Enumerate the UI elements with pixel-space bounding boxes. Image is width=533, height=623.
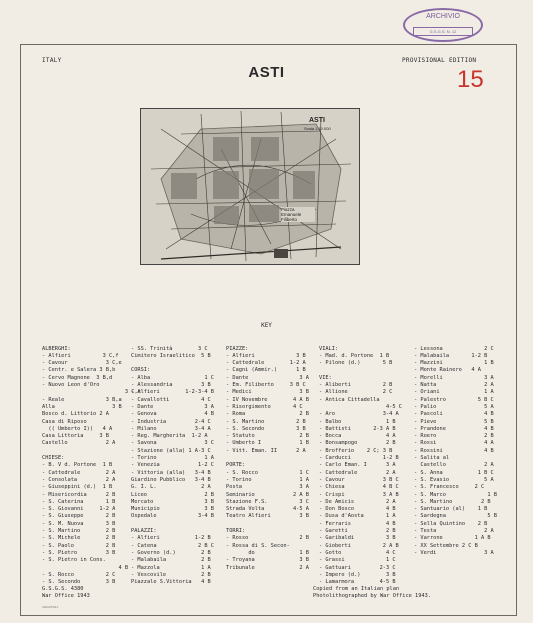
key-entry: VIALI: <box>319 345 339 352</box>
key-entry: - Torino 1 A <box>226 476 309 483</box>
key-entry: - Nuovo Leon d'Oro <box>42 382 100 389</box>
key-entry: Bosco d. Littorio 2 A <box>42 411 109 418</box>
key-entry: (( Umberto I)) 4 A <box>42 425 113 432</box>
key-entry: - S. Pietro in Cons. <box>42 557 106 564</box>
stamp-subtext: G.S.G.S. N. 12 <box>413 27 473 36</box>
key-entry: - S. Caterina 1 B <box>42 498 116 505</box>
key-entry: - Verdi 3 A <box>414 549 494 556</box>
key-entry: do 1 B <box>226 549 309 556</box>
key-entry: - Risorgimento 4 C <box>226 403 303 410</box>
key-entry: - Rosso 2 B <box>226 535 309 542</box>
key-entry: - Dante 3 A <box>131 403 214 410</box>
key-entry: Liceo 2 B <box>131 491 214 498</box>
key-entry: - XX Settembre 2 C B <box>414 542 478 549</box>
key-entry: - Em. Filiberto 3 B C <box>226 382 306 389</box>
key-entry: - Giuseppini (d.) 1 B <box>42 484 113 491</box>
key-entry: Tribunale 2 A <box>226 564 309 571</box>
key-entry: 3 C,c <box>42 389 141 396</box>
key-entry: - SS. Trinità 3 C <box>131 345 208 352</box>
key-entry: - Torino 1 A <box>131 455 214 462</box>
key-title: KEY <box>261 322 272 329</box>
pencil-note: ANAGHENIA <box>42 605 59 609</box>
key-entry: - Testa 2 A <box>414 528 494 535</box>
key-entry <box>319 367 402 374</box>
key-entry: 4-5 C <box>319 403 402 410</box>
key-entry: - Vittoria (alla) 3-4 B <box>131 469 211 476</box>
key-entry: - Malabaila 2 B <box>131 557 211 564</box>
key-entry: - Chiesa 4 B C <box>319 484 399 491</box>
town-plan-map <box>140 108 360 265</box>
key-entry: - Alfieri 1-2-3-4 B <box>131 389 214 396</box>
key-entry: - Natta 2 A <box>414 382 494 389</box>
edition-label: PROVISIONAL EDITION <box>402 57 477 64</box>
key-entry: Castello 2 A <box>42 440 116 447</box>
key-entry: - Misericordia 2 B <box>42 491 116 498</box>
key-column-3 <box>226 331 309 579</box>
key-entry: - Carducci 1-2 B <box>319 455 399 462</box>
key-entry: - S. Marco 1 B <box>414 491 497 498</box>
key-entry: - S. Michele 2 B <box>42 535 116 542</box>
key-entry: - Statuto 2 B <box>226 433 309 440</box>
key-entry: - Alfieri 3 C,f <box>42 352 119 359</box>
key-entry: Giardino Pubblico 3-4 B <box>131 476 211 483</box>
key-entry: - S. Secondo 3 B <box>42 579 116 586</box>
key-entry: Piazzale S.Vittoria 4 B <box>131 579 211 586</box>
key-entry: - Stazione (alla) 1 A-3 C <box>131 447 211 454</box>
key-entry: - Reale 3 B,a <box>42 396 122 403</box>
key-entry: - Milano 3-4 A <box>131 425 211 432</box>
key-entry: - Cavallotti 4 C <box>131 396 211 403</box>
key-entry: - Consolata 2 A <box>42 476 116 483</box>
key-entry: - Rossa di S. Secon- <box>226 542 290 549</box>
key-entry: - Bocca 4 A <box>319 433 396 440</box>
key-column-1 <box>42 331 141 594</box>
key-entry: - Palestro 5 B C <box>414 396 494 403</box>
key-column-5 <box>414 331 497 565</box>
map-scale-label: Scala 1:10.000 <box>304 126 331 131</box>
map-inset-title: ASTI <box>309 117 325 124</box>
key-entry: Teatro Alfieri 3 B <box>226 513 309 520</box>
key-entry: G. I. L. 2 A <box>131 484 211 491</box>
key-entry: - Prandone 4 B <box>414 425 494 432</box>
key-entry: Mercato 3 B <box>131 498 214 505</box>
key-entry: - Aro 3-4 A <box>319 411 399 418</box>
key-entry: - Pieve 5 B <box>414 418 494 425</box>
key-entry: - S. Martino 2 B <box>226 418 306 425</box>
key-entry: - Troyana 3 B <box>226 557 309 564</box>
key-entry: - Gattuari 2-3 C <box>319 564 396 571</box>
footer-copied: Copied from an Italian plan <box>313 586 400 592</box>
key-entry: - Lamarmora 4-5 B <box>319 579 396 586</box>
key-entry: Casa di Riposo <box>42 418 87 425</box>
key-entry: - Gotto 4 C <box>319 549 396 556</box>
key-entry: - Morelli 3 A <box>414 374 494 381</box>
key-entry: - Garibaldi 3 B <box>319 535 396 542</box>
key-entry: - Savona 3 C <box>131 440 214 447</box>
key-entry: - Umberto I 1 B <box>226 440 309 447</box>
key-entry: - S. Paolo 2 B <box>42 542 116 549</box>
key-entry: - Dante 3 A <box>226 374 309 381</box>
key-entry: - Carlo Eman. I 3 A <box>319 462 396 469</box>
key-entry: 4 B <box>42 564 129 571</box>
key-entry: - S. Pietro 3 B <box>42 549 116 556</box>
key-entry: - S. Francesco 2 C <box>414 484 485 491</box>
key-entry: - Monte Rainero 4 A <box>414 367 481 374</box>
key-entry: Municipio 3 B <box>131 506 214 513</box>
key-entry: Strada Volta 4-5 A <box>226 506 309 513</box>
key-entry: - Cattedrale 1-2 A <box>226 360 306 367</box>
footer-photo: Photolithographed by War Office 1943. <box>313 593 431 599</box>
key-entry: - S. Anna 1 B C <box>414 469 494 476</box>
key-entry: Alla 3 B <box>42 403 122 410</box>
key-entry: Castello 2 A <box>414 462 494 469</box>
key-entry: - Alfieri 3 B <box>226 352 306 359</box>
key-entry: - S. Giovanni 1-2 A <box>42 506 116 513</box>
street-plan-graphic <box>141 109 359 264</box>
map-square-label: Piazza Emanuele Filiberto <box>281 207 315 222</box>
key-entry: Ospedale 3-4 B <box>131 513 214 520</box>
key-entry: - Bonsampogo 2 B <box>319 440 396 447</box>
key-entry: - S. Secondo 3 B <box>226 425 306 432</box>
key-entry: - Vitt. Eman. II 2 A <box>226 447 306 454</box>
key-entry: - Pilone (d.) 5 B <box>319 360 393 367</box>
key-entry: - Cagni (Ammir.) 1 B <box>226 367 306 374</box>
key-entry: Stazione F.S. 3 C <box>226 498 309 505</box>
key-entry <box>226 521 309 528</box>
key-entry: - S. M. Nuova 3 B <box>42 520 116 527</box>
key-entry: - S. Rocco 2 C <box>42 571 116 578</box>
key-entry: - Dusa d'Aosta 1 A <box>319 513 396 520</box>
key-entry: - Venezia 1-2 C <box>131 462 214 469</box>
key-entry: - Rossini 4 B <box>414 447 494 454</box>
key-entry: - Pascoli 4 B <box>414 411 494 418</box>
key-entry: - Crispi 3 A B <box>319 491 399 498</box>
key-entry: - Reg. Margherita 1-2 A <box>131 433 208 440</box>
key-entry: CHIESE: <box>42 455 65 462</box>
key-entry <box>131 360 214 367</box>
key-entry: - Cavour 3 B C <box>319 476 399 483</box>
key-entry: - Alessandria 3 B <box>131 382 211 389</box>
key-entry: TORRI: <box>226 528 246 535</box>
key-entry <box>42 448 141 455</box>
key-entry: - S. Giuseppe 2 B <box>42 513 116 520</box>
key-entry: Casa Littoria 3 B <box>42 433 109 440</box>
key-entry: - Varrone 1 A B <box>414 535 491 542</box>
key-entry: - IV Novembre 4 A B <box>226 396 309 403</box>
key-entry: - Rossi 4 A <box>414 440 494 447</box>
key-entry: - Salita al <box>414 455 450 462</box>
key-entry: - Ferraris 4 B <box>319 520 396 527</box>
key-entry: CORSI: <box>131 367 151 374</box>
key-entry: - Garetti 2 B <box>319 528 396 535</box>
key-entry: ALBERGHI: <box>42 345 71 352</box>
key-entry: - Mazzini 1 B <box>414 360 494 367</box>
key-entry: - Genova 4 B <box>131 411 214 418</box>
key-entry: - Cervo Magnone 3 B,d <box>42 374 113 381</box>
key-entry: - De Amicis 2 A <box>319 498 396 505</box>
map-title: ASTI <box>248 64 285 81</box>
key-entry: - Palio 5 A <box>414 403 494 410</box>
key-entry: - Governo (d.) 2 B <box>131 549 211 556</box>
key-entry: - Malabaila 1-2 B <box>414 352 488 359</box>
key-entry: - Grassi 1 C <box>319 557 396 564</box>
key-entry: - Roma 2 B <box>226 411 309 418</box>
key-entry: - Industria 2-4 C <box>131 418 211 425</box>
key-entry: - Cattedrale 2 A <box>319 469 396 476</box>
key-entry: - Mad. d. Portone 1 B <box>319 352 390 359</box>
key-entry: - Balbo 1 B <box>319 418 396 425</box>
key-entry: Cimitero Israelitico 5 B <box>131 352 211 359</box>
footer-office: War Office 1943 <box>42 593 90 599</box>
key-entry: PALAZZI: <box>131 528 157 535</box>
key-entry: - Impero (d.) 3 B <box>319 571 396 578</box>
key-entry: - Cavour 3 C,e <box>42 360 122 367</box>
key-entry: - Cattedrale 2 A <box>42 469 116 476</box>
key-entry: - Sardegna 5 B <box>414 513 497 520</box>
archive-stamp <box>403 8 483 42</box>
sheet-number: 15 <box>457 66 484 93</box>
key-entry: - B. V d. Portone 1 B <box>42 462 113 469</box>
key-entry: - Aliberti 2 B <box>319 382 393 389</box>
key-entry: - Gioberti 2 A B <box>319 542 399 549</box>
key-entry <box>131 521 214 528</box>
key-entry: - S. Martino 2 B <box>42 528 116 535</box>
country-label: ITALY <box>42 57 62 64</box>
key-entry: - Alba 1 C <box>131 374 214 381</box>
stamp-text: ARCHIVIO <box>426 13 460 20</box>
key-column-2 <box>131 331 214 594</box>
key-entry <box>226 455 309 462</box>
key-entry: PIAZZE: <box>226 345 249 352</box>
key-entry: PORTE: <box>226 462 246 469</box>
key-entry: - Santuario (al) 1 B <box>414 506 488 513</box>
key-entry: Seminario 2 A B <box>226 491 309 498</box>
footer-code: G.S.G.S. 4380 <box>42 586 84 592</box>
key-entry: - Vescovile 2 B <box>131 571 211 578</box>
key-entry: - Medici 3 B <box>226 389 309 396</box>
key-entry: - Battisti 2-3 A B <box>319 425 396 432</box>
key-entry: VIE: <box>319 374 332 381</box>
key-entry: - S. Evasio 5 A <box>414 476 494 483</box>
key-entry: - Brofferio 2 C; 3 B <box>319 447 393 454</box>
key-entry: - Oriani 1 A <box>414 389 494 396</box>
key-entry: - Roero 2 B <box>414 433 494 440</box>
key-entry: - Lessona 2 C <box>414 345 494 352</box>
key-entry: - Antica Cittadella <box>319 396 380 403</box>
key-entry: - S. Rocco 1 C <box>226 469 309 476</box>
key-entry: - Catena 2 B C <box>131 542 214 549</box>
key-entry: - Allione 2 C <box>319 389 393 396</box>
key-entry: - Alfieri 1-2 B <box>131 535 211 542</box>
key-entry: - Centr. e Salera 3 B,b <box>42 367 116 374</box>
key-entry: Posta 3 A <box>226 484 309 491</box>
key-entry: - S. Martino 2 B <box>414 498 491 505</box>
key-entry: - Mazzola 1 A <box>131 564 211 571</box>
key-entry: - Don Bosco 4 B <box>319 506 396 513</box>
key-entry: - Sella Quintino 2 B <box>414 520 488 527</box>
key-column-4 <box>319 331 402 594</box>
